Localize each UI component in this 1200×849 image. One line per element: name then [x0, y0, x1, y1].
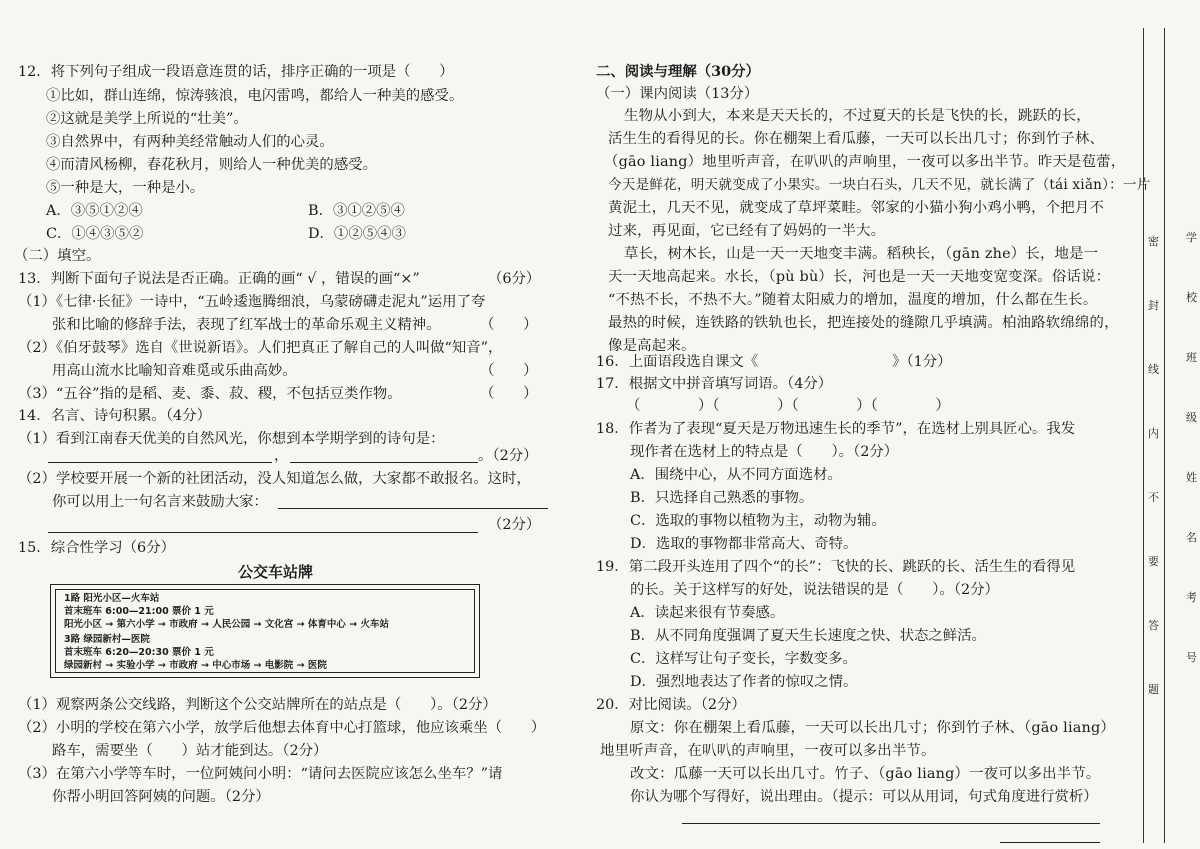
passage-line-11: 像是高起来。: [608, 338, 696, 354]
binding-strip: [1140, 0, 1200, 849]
seal-char: 要: [1148, 555, 1159, 568]
q12-stem: 12．将下列句子组成一段语意连贯的话，排序正确的一项是（ ）: [18, 64, 454, 80]
passage-line-2: 活生生的看得见的长。你在棚架上看瓜藤，一天可以长出几寸；你到竹子林、: [608, 131, 1105, 147]
q18-option-b[interactable]: B．只选择自己熟悉的事物。: [630, 490, 814, 506]
q13-item-1b: 张和比喻的修辞手法，表现了红军战士的革命乐观主义精神。: [52, 317, 441, 333]
seal-char: 密: [1148, 235, 1159, 248]
q20-answer-line-1[interactable]: [682, 823, 1100, 824]
q20-original-1: 原文：你在棚架上看瓜藤，一天可以长出几寸；你到竹子林、（gāo liang）: [630, 720, 1116, 736]
bus-stop-board: [50, 584, 480, 678]
route-3-stops: 绿园新村 → 实验小学 → 市政府 → 中心市场 → 电影院 → 医院: [64, 660, 327, 671]
binding-line-inner: [1164, 28, 1165, 843]
q12-option-a[interactable]: A．③⑤①②④: [46, 203, 143, 219]
bus-board-title: 公交车站牌: [238, 563, 314, 581]
info-char: 级: [1186, 411, 1197, 424]
q13-item-2b: 用高山流水比喻知音难觅或乐曲高妙。: [52, 363, 297, 379]
passage-line-7: 草长，树木长，山是一天一天地变丰满。稻秧长，（gān zhe）长，地是一: [624, 246, 1099, 262]
passage-line-6: 过来，再见面，它已经有了妈妈的一半大。: [608, 223, 886, 239]
passage-line-8: 天一天地高起来。水长，（pù bù）长，河也是一天一天地变宽变深。俗话说：: [608, 269, 1111, 285]
q12-sentence-1: ①比如，群山连绵，惊涛骇浪，电闪雷鸣，都给人一种美的感受。: [46, 88, 464, 104]
q19-option-a[interactable]: A．读起来很有节奏感。: [630, 605, 785, 621]
seal-char: 封: [1148, 299, 1159, 312]
q20-ask: 你认为哪个写得好，说出理由。（提示：可以从用词，句式角度进行赏析）: [630, 789, 1098, 805]
passage-line-1: 生物从小到大，本来是天天长的，不过夏天的长是飞快的长，跳跃的长，: [624, 108, 1091, 124]
q13-points: （6分）: [488, 271, 541, 287]
info-char: 号: [1186, 651, 1197, 664]
seal-char: 内: [1148, 427, 1159, 440]
route-1-name: 1路 阳光小区—火车站: [64, 593, 160, 604]
binding-line-outer: [1143, 28, 1144, 843]
info-char: 校: [1186, 291, 1197, 304]
q14-comma: ，: [274, 448, 289, 464]
q14-blank-2b[interactable]: [48, 532, 478, 533]
q12-option-d[interactable]: D．①②⑤④③: [308, 226, 406, 242]
section-fill-title: （二）填空。: [14, 248, 101, 264]
q14-blank-1a[interactable]: [48, 462, 272, 463]
q15-item-1: （1）观察两条公交线路，判断这个公交站牌所在的站点是（ ）。（2分）: [18, 697, 497, 713]
q17-blanks[interactable]: （ ）（ ）（ ）（ ）: [626, 398, 950, 414]
q19-option-c[interactable]: C．这样写让句子变长，字数变多。: [630, 651, 857, 667]
q14-end-1: 。（2分）: [478, 448, 538, 464]
q12-option-c[interactable]: C．①④③⑤②: [46, 226, 144, 242]
passage-line-5: 黄泥土，几天不见，就变成了草坪菜畦。邻家的小猫小狗小鸡小鸭，个把月不: [608, 200, 1105, 216]
q13-stem: 13．判断下面句子说法是否正确。正确的画“ √ ，错误的画“×”: [18, 271, 420, 287]
q18-option-d[interactable]: D．选取的事物都非常高大、奇特。: [630, 536, 858, 552]
q14-end-2: （2分）: [488, 517, 541, 533]
info-char: 名: [1186, 531, 1197, 544]
q14-blank-1b[interactable]: [290, 462, 478, 463]
q19-option-b[interactable]: B．从不同角度强调了夏天生长速度之快、状态之鲜活。: [630, 628, 986, 644]
q15-item-3a: （3）在第六小学等车时，一位阿姨问小明：“请问去医院应该怎么坐车？”请: [18, 766, 503, 782]
q18-stem-a: 18．作者为了表现“夏天是万物迅速生长的季节”，在选材上别具匠心。我发: [596, 421, 1076, 437]
q19-stem-a: 19．第二段开头连用了四个“的长”：飞快的长、跳跃的长、活生生的看得见: [596, 559, 1076, 575]
q13-answer-3[interactable]: （ ）: [480, 386, 538, 402]
q20-stem: 20．对比阅读。（2分）: [596, 697, 746, 713]
route-1-stops: 阳光小区 → 第六小学 → 市政府 → 人民公园 → 文化宫 → 体育中心 → 火车站: [64, 619, 389, 630]
passage-line-4: 今天是鲜花，明天就变成了小果实。一块白石头，几天不见，就长满了（tái xiǎn）：一片: [608, 177, 1151, 193]
q13-answer-2[interactable]: （ ）: [480, 363, 538, 379]
part2-title: 二、阅读与理解（30分）: [596, 63, 760, 80]
seal-char: 线: [1148, 363, 1159, 376]
q13-item-2a: （2）《伯牙鼓琴》选自《世说新语》。人们把真正了解自己的人叫做“知音”，: [18, 340, 503, 356]
q12-sentence-4: ④而清风杨柳，春花秋月，则给人一种优美的感受。: [46, 157, 377, 173]
q13-item-3: （3）“五谷”指的是稻、麦、黍、菽、稷，不包括豆类作物。: [18, 386, 402, 402]
q14-item-1: （1）看到江南春天优美的自然风光，你想到本学期学到的诗句是：: [18, 431, 445, 447]
seal-char: 答: [1148, 619, 1159, 632]
q12-option-b[interactable]: B．③①②⑤④: [308, 203, 405, 219]
q20-original-2: 地里听声音，在叭叭的声响里，一夜可以多出半节。: [600, 743, 936, 759]
q17-stem: 17．根据文中拼音填写词语。（4分）: [596, 376, 833, 392]
q18-stem-b: 现作者在选材上的特点是（ ）。（2分）: [630, 444, 899, 460]
q14-item-2b: 你可以用上一句名言来鼓励大家：: [52, 494, 268, 510]
q15-stem: 15．综合性学习（6分）: [18, 540, 175, 556]
q14-blank-2a[interactable]: [278, 508, 548, 509]
passage-line-9: “不热不长，不热不大。”随着太阳威力的增加，温度的增加，什么都在生长。: [608, 292, 1098, 308]
q18-option-a[interactable]: A．围绕中心，从不同方面选材。: [630, 467, 842, 483]
passage-line-3: （gāo liang）地里听声音，在叭叭的声响里，一夜可以多出半节。昨天是苞蕾，: [604, 154, 1126, 170]
q13-answer-1[interactable]: （ ）: [480, 317, 538, 333]
q12-sentence-5: ⑤一种是大，一种是小。: [46, 180, 205, 196]
q20-answer-line-2[interactable]: [1000, 842, 1100, 843]
seal-char: 不: [1148, 491, 1159, 504]
passage-line-10: 最热的时候，连铁路的铁轨也长，把连接处的缝隙几乎填满。柏油路软绵绵的，: [608, 315, 1119, 331]
info-char: 学: [1186, 231, 1197, 244]
part2-subtitle: （一）课内阅读（13分）: [596, 86, 759, 102]
q15-item-3b: 你帮小明回答阿姨的问题。（2分）: [52, 789, 270, 805]
q18-option-c[interactable]: C．选取的事物以植物为主，动物为辅。: [630, 513, 886, 529]
q20-modified: 改文：瓜藤一天可以长出几寸。竹子、（gāo liang）一夜可以多出半节。: [630, 766, 1101, 782]
q13-item-1a: （1）《七律·长征》一诗中，“五岭逶迤腾细浪，乌蒙磅礴走泥丸”运用了夸: [18, 294, 486, 310]
q19-option-d[interactable]: D．强烈地表达了作者的惊叹之情。: [630, 674, 858, 690]
info-char: 考: [1186, 591, 1197, 604]
q14-stem: 14．名言、诗句积累。（4分）: [18, 408, 211, 424]
q12-sentence-2: ②这就是美学上所说的“壮美”。: [46, 111, 248, 127]
seal-char: 题: [1148, 683, 1159, 696]
info-char: 班: [1186, 351, 1197, 364]
info-char: 姓: [1186, 471, 1197, 484]
route-1-time: 首末班车 6:00—21:00 票价 1 元: [64, 606, 214, 617]
route-3-time: 首末班车 6:20—20:30 票价 1 元: [64, 647, 214, 658]
q19-stem-b: 的长。关于这样写的好处，说法错误的是（ ）。（2分）: [630, 582, 999, 598]
route-3-name: 3路 绿园新村—医院: [64, 634, 150, 645]
q16-end: 》（1分）: [892, 354, 952, 370]
q15-item-2a: （2）小明的学校在第六小学，放学后他想去体育中心打篮球，他应该乘坐（ ）: [18, 720, 546, 736]
q16-stem: 16．上面语段选自课文《: [596, 354, 759, 370]
q15-item-2b: 路车，需要坐（ ）站才能到达。（2分）: [52, 743, 328, 759]
q12-sentence-3: ③自然界中，有两种美经常触动人们的心灵。: [46, 134, 334, 150]
q14-item-2a: （2）学校要开展一个新的社团活动，没人知道怎么做，大家都不敢报名。这时，: [18, 471, 531, 487]
